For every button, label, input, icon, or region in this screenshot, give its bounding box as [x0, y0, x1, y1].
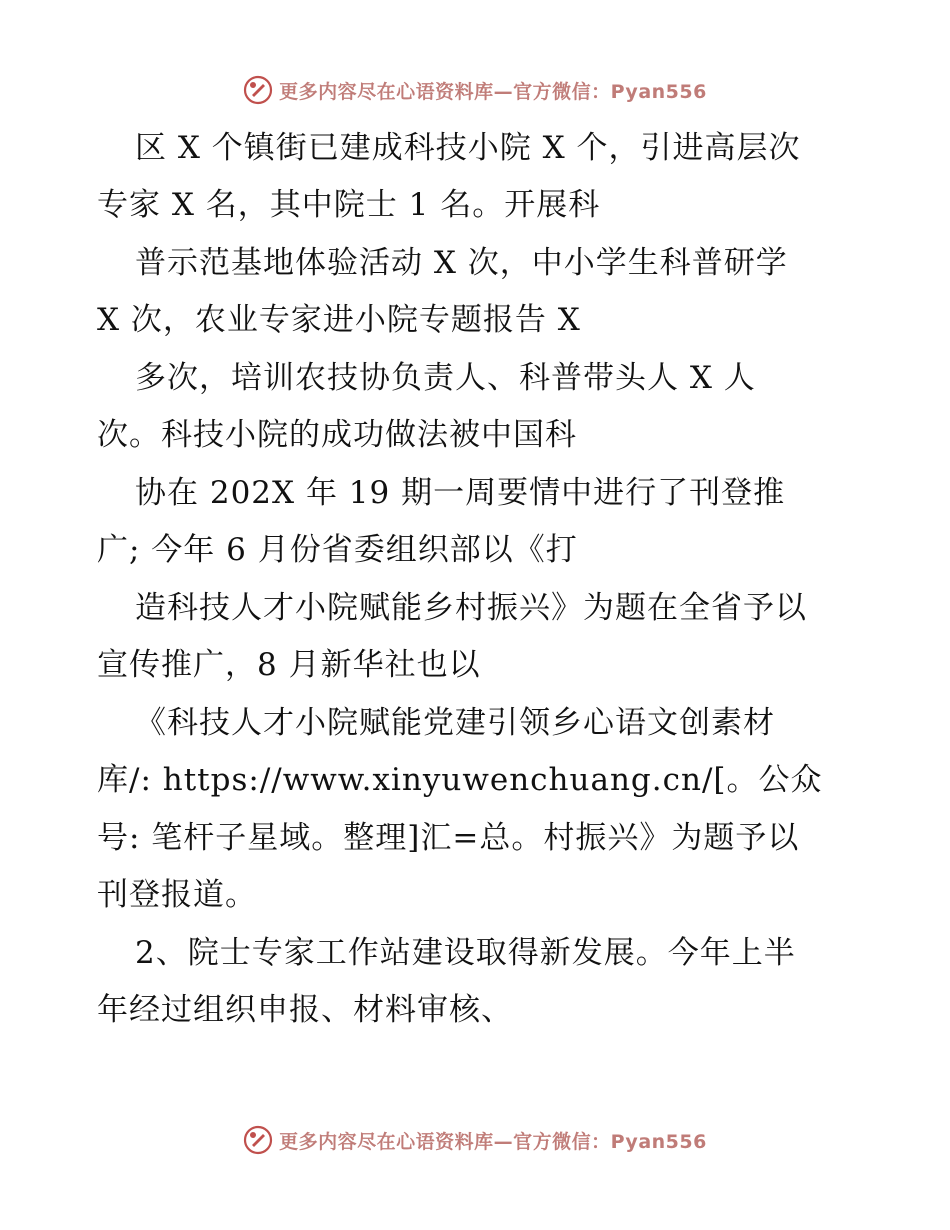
body-line-7: 协在 202X 年 19 期一周要情中进行了刊登推 — [135, 475, 786, 511]
body-line-4: X 次，农业专家进小院专题报告 X — [97, 302, 581, 338]
body-line-13: 号: 笔杆子星域。整理]汇=总。村振兴》为题予以 — [97, 820, 800, 856]
body-line-10: 宣传推广，8 月新华社也以 — [97, 647, 481, 683]
body-line-12: 库/: https://www.xinyuwenchuang.cn/[。公众 — [97, 762, 823, 798]
body-line-3: 普示范基地体验活动 X 次，中小学生科普研学 — [135, 245, 788, 281]
body-line-5: 多次，培训农技协负责人、科普带头人 X 人 — [135, 360, 756, 396]
header-banner-text: 更多内容尽在心语资料库—官方微信：Pyan556 — [279, 80, 707, 103]
body-line-14: 刊登报道。 — [97, 877, 257, 913]
body-line-2: 专家 X 名，其中院士 1 名。开展科 — [97, 187, 601, 223]
body-line-1: 区 X 个镇街已建成科技小院 X 个，引进高层次 — [135, 130, 801, 166]
body-line-9: 造科技人才小院赋能乡村振兴》为题在全省予以 — [135, 590, 807, 626]
footer-watermark-banner — [0, 1120, 950, 1160]
body-line-8: 广; 今年 6 月份省委组织部以《打 — [97, 532, 578, 568]
body-line-16: 年经过组织申报、材料审核、 — [97, 992, 513, 1028]
body-line-6: 次。科技小院的成功做法被中国科 — [97, 417, 577, 453]
body-line-11: 《科技人才小院赋能党建引领乡心语文创素材 — [135, 705, 775, 741]
footer-banner-text: 更多内容尽在心语资料库—官方微信：Pyan556 — [279, 1130, 707, 1153]
body-line-15: 2、院士专家工作站建设取得新发展。今年上半 — [135, 935, 796, 971]
brand-logo-icon — [243, 1125, 273, 1155]
